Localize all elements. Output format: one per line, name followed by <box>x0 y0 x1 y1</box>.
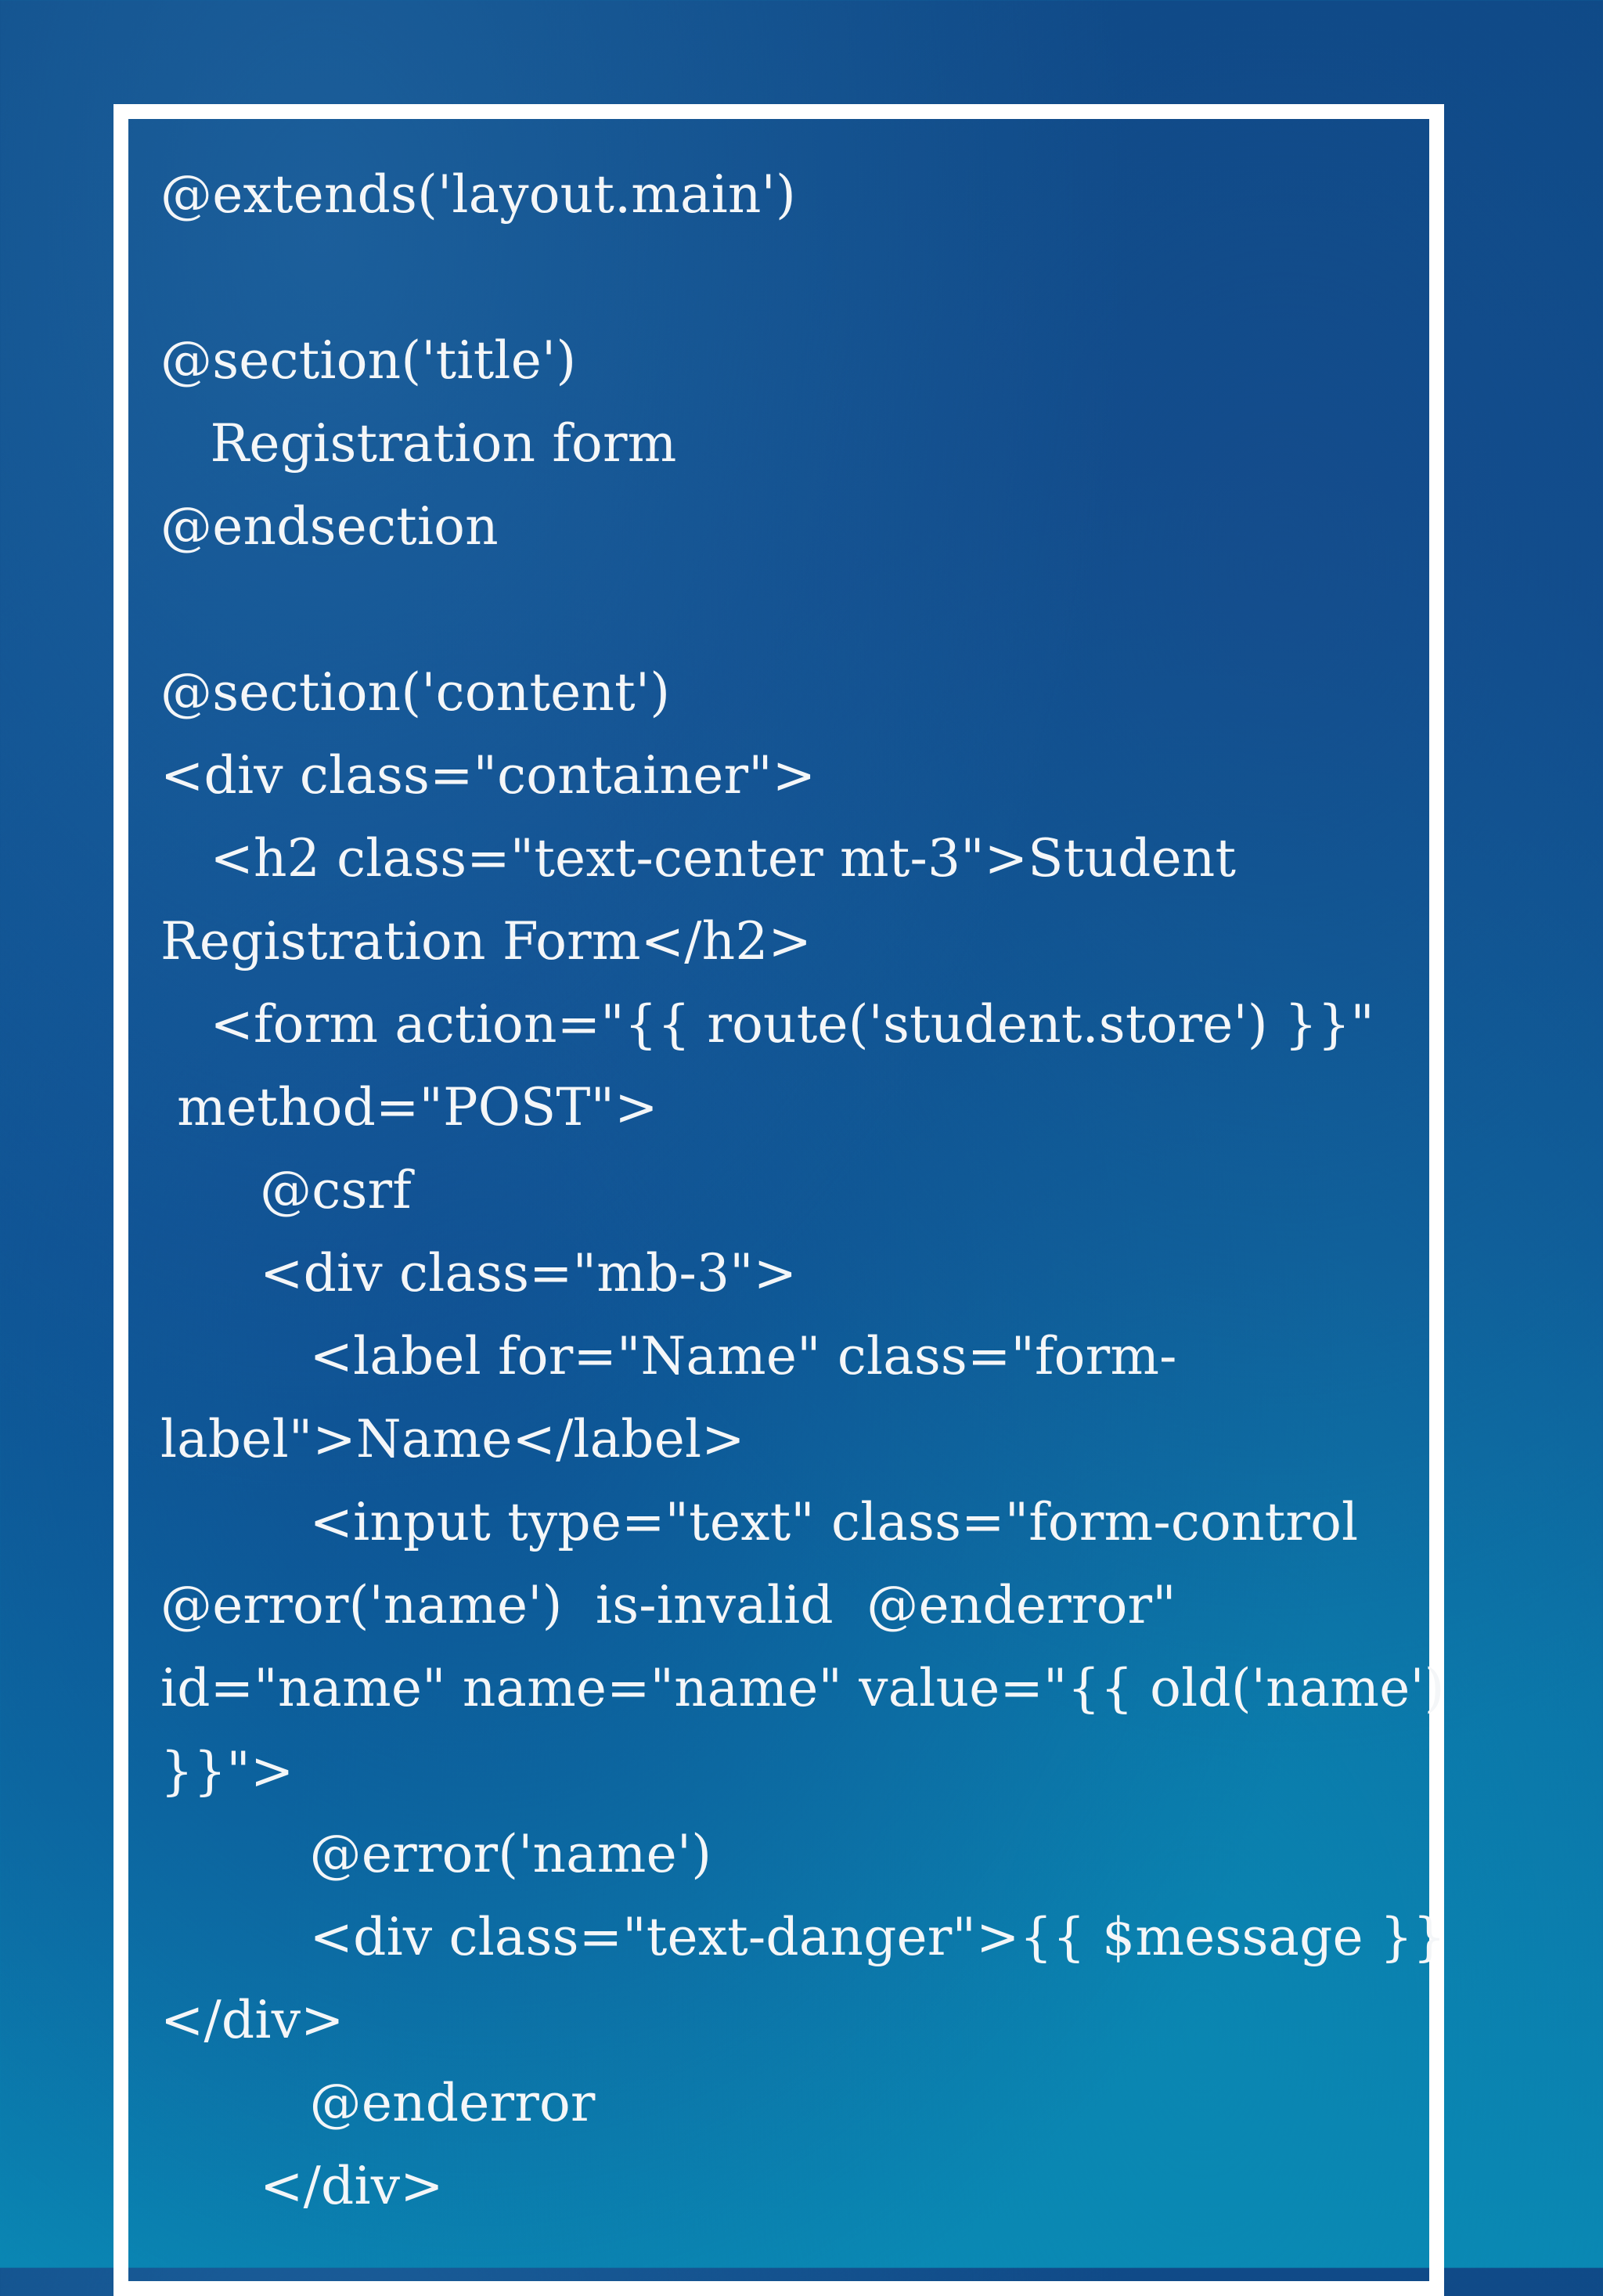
code-line: <div class="mb-3"> <box>160 1243 798 1303</box>
code-line: </div> <box>160 2156 444 2216</box>
code-line: <form action="{{ route('student.store') }}" <box>160 994 1374 1054</box>
code-line: label">Name</label> <box>160 1409 745 1469</box>
code-line: @section('title') <box>160 330 577 391</box>
code-line: @csrf <box>160 1160 412 1220</box>
code-block <box>160 153 1446 2228</box>
code-line: id="name" name="name" value="{{ old('name') <box>160 1658 1445 1718</box>
code-line: @endsection <box>160 496 499 557</box>
code-line: @error('name') <box>160 1824 712 1884</box>
code-line: <label for="Name" class="form- <box>160 1326 1177 1386</box>
code-line: Registration Form</h2> <box>160 911 812 971</box>
code-line: <div class="container"> <box>160 745 816 806</box>
code-line <box>160 568 1397 651</box>
code-line: @extends('layout.main') <box>160 164 796 225</box>
code-line: method="POST"> <box>160 1077 658 1137</box>
code-line: <div class="text-danger">{{ $message }} <box>160 1907 1446 1967</box>
code-line: Registration form <box>160 413 677 474</box>
code-line: <input type="text" class="form-control <box>160 1492 1359 1552</box>
code-line: }}"> <box>160 1741 294 1801</box>
code-line <box>160 236 1397 319</box>
code-line: </div> <box>160 1990 344 2050</box>
code-line: <h2 class="text-center mt-3">Student <box>160 828 1237 888</box>
code-line: @enderror <box>160 2073 596 2133</box>
code-line: @error('name') is-invalid @enderror" <box>160 1575 1176 1635</box>
code-line: @section('content') <box>160 662 671 723</box>
